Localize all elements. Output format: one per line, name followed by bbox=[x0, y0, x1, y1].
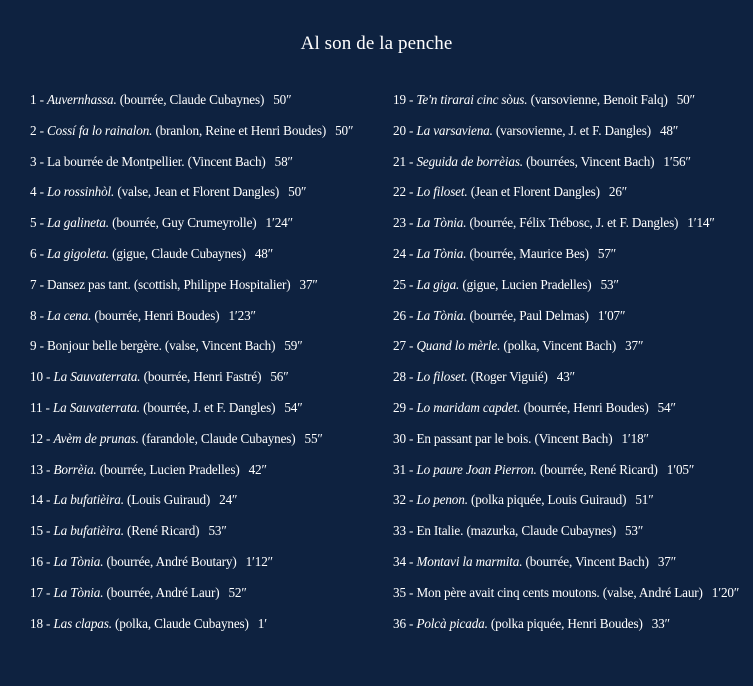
page-title: Al son de la penche bbox=[300, 33, 453, 54]
track-number: 27 bbox=[393, 338, 406, 354]
track-row: 14 - La bufatièira. (Louis Guiraud) 24″ bbox=[30, 492, 238, 508]
track-info: (bourrées, Vincent Bach) bbox=[526, 153, 655, 169]
track-title: Mon père avait cinq cents moutons. bbox=[416, 584, 600, 600]
track-title: La Sauvaterrata. bbox=[53, 369, 141, 385]
track-duration: 53″ bbox=[208, 523, 227, 539]
track-title: Seguida de borrèias. bbox=[416, 153, 523, 169]
track-title: Polcà picada. bbox=[416, 615, 488, 631]
track-title: La Tònia. bbox=[416, 307, 467, 323]
track-duration: 55″ bbox=[304, 430, 323, 446]
track-number: 29 bbox=[393, 399, 406, 415]
track-info: (bourrée, Guy Crumeyrolle) bbox=[112, 215, 257, 231]
track-title: Lo rossinhòl. bbox=[47, 184, 115, 200]
track-duration: 50″ bbox=[676, 92, 695, 107]
track-row: 21 - Seguida de borrèias. (bourrées, Vincent Bach) 1′56″ bbox=[393, 153, 691, 169]
track-number: 26 bbox=[393, 307, 406, 323]
track-row: 23 - La Tònia. (bourrée, Félix Trébosc, J. et F. Dangles) 1′14″ bbox=[393, 215, 715, 231]
track-duration: 50″ bbox=[273, 92, 292, 107]
track-number: 23 bbox=[393, 215, 406, 231]
track-title: La galineta. bbox=[47, 215, 109, 231]
track-row: 1 - Auvernhassa. (bourrée, Claude Cubaynes) 50″ bbox=[30, 92, 292, 107]
track-number: 16 bbox=[30, 553, 43, 569]
track-info: (bourrée, Vincent Bach) bbox=[525, 553, 649, 569]
track-info: (René Ricard) bbox=[127, 523, 200, 539]
track-row: 9 - Bonjour belle bergère. (valse, Vincent Bach) 59″ bbox=[30, 338, 303, 354]
track-title: Lo penon. bbox=[416, 492, 468, 508]
track-number: 19 bbox=[393, 92, 406, 107]
track-number: 10 bbox=[30, 369, 43, 385]
track-info: (farandole, Claude Cubaynes) bbox=[141, 430, 296, 446]
track-number: 22 bbox=[393, 184, 406, 200]
track-number: 24 bbox=[393, 245, 406, 261]
track-title: En passant par le bois. bbox=[416, 430, 532, 446]
track-number: 25 bbox=[393, 276, 406, 292]
track-number: 32 bbox=[393, 492, 406, 508]
track-number: 9 bbox=[30, 338, 37, 354]
track-duration: 43″ bbox=[556, 369, 576, 385]
track-info: (bourrée, Henri Fastré) bbox=[143, 369, 262, 385]
track-number: 17 bbox=[30, 584, 43, 600]
track-duration: 52″ bbox=[228, 584, 247, 600]
track-number: 6 bbox=[30, 245, 37, 261]
track-title: Montavi la marmita. bbox=[416, 553, 523, 569]
track-row: 36 - Polcà picada. (polka piquée, Henri Boudes) 33″ bbox=[393, 615, 670, 631]
track-duration: 1′ bbox=[257, 615, 267, 631]
track-row: 5 - La galineta. (bourrée, Guy Crumeyrolle) 1′24″ bbox=[30, 215, 293, 231]
track-row: 7 - Dansez pas tant. (scottish, Philippe Hospitalier) 37″ bbox=[30, 276, 318, 292]
track-title: Cossí fa lo rainalon. bbox=[47, 122, 153, 138]
track-title: Te'n tirarai cinc sòus. bbox=[416, 92, 528, 107]
track-info: (Vincent Bach) bbox=[187, 153, 266, 169]
track-duration: 33″ bbox=[651, 615, 670, 631]
track-row: 10 - La Sauvaterrata. (bourrée, Henri Fastré) 56″ bbox=[30, 369, 289, 385]
track-row: 27 - Quand lo mèrle. (polka, Vincent Bach) 37″ bbox=[393, 338, 644, 354]
track-row: 18 - Las clapas. (polka, Claude Cubaynes) 1′ bbox=[30, 615, 267, 631]
track-title: La giga. bbox=[416, 276, 460, 292]
track-number: 31 bbox=[393, 461, 406, 477]
track-number: 20 bbox=[393, 122, 406, 138]
track-duration: 53″ bbox=[624, 523, 644, 539]
track-title: Auvernhassa. bbox=[47, 92, 117, 107]
track-number: 2 bbox=[30, 122, 37, 138]
track-info: (valse, Jean et Florent Dangles) bbox=[117, 184, 280, 200]
track-number: 28 bbox=[393, 369, 406, 385]
track-row: 19 - Te'n tirarai cinc sòus. (varsovienne, Benoit Falq) 50″ bbox=[393, 92, 695, 107]
track-duration: 48″ bbox=[254, 245, 274, 261]
track-title: La gigoleta. bbox=[47, 245, 109, 261]
track-row: 34 - Montavi la marmita. (bourrée, Vincent Bach) 37″ bbox=[393, 553, 677, 569]
track-title: Lo maridam capdet. bbox=[416, 399, 521, 415]
track-info: (polka, Vincent Bach) bbox=[503, 338, 617, 354]
track-number: 15 bbox=[30, 523, 43, 539]
track-duration: 1′20″ bbox=[711, 584, 740, 600]
track-info: (gigue, Claude Cubaynes) bbox=[112, 245, 246, 261]
track-info: (branlon, Reine et Henri Boudes) bbox=[155, 122, 327, 138]
track-row: 32 - Lo penon. (polka piquée, Louis Guiraud) 51″ bbox=[393, 492, 654, 508]
track-duration: 26″ bbox=[608, 184, 628, 200]
track-number: 12 bbox=[30, 430, 43, 446]
track-duration: 50″ bbox=[335, 122, 354, 138]
track-title: Quand lo mèrle. bbox=[416, 338, 501, 354]
track-info: (bourrée, J. et F. Dangles) bbox=[143, 399, 276, 415]
track-row: 35 - Mon père avait cinq cents moutons. (valse, André Laur) 1′20″ bbox=[393, 584, 740, 600]
track-duration: 1′56″ bbox=[663, 153, 691, 169]
track-title: La bufatièira. bbox=[53, 523, 124, 539]
track-info: (polka piquée, Louis Guiraud) bbox=[471, 492, 627, 508]
track-title: La Sauvaterrata. bbox=[52, 399, 140, 415]
track-row: 3 - La bourrée de Montpellier. (Vincent Bach) 58″ bbox=[30, 153, 293, 169]
track-info: (gigue, Lucien Pradelles) bbox=[462, 276, 592, 292]
track-number: 3 bbox=[30, 153, 37, 169]
track-title: Bonjour belle bergère. bbox=[47, 338, 162, 354]
track-info: (bourrée, André Boutary) bbox=[106, 553, 237, 569]
track-info: (bourrée, René Ricard) bbox=[539, 461, 658, 477]
track-duration: 37″ bbox=[299, 276, 318, 292]
track-info: (polka piquée, Henri Boudes) bbox=[490, 615, 643, 631]
track-row: 29 - Lo maridam capdet. (bourrée, Henri Boudes) 54″ bbox=[393, 399, 676, 415]
track-number: 8 bbox=[30, 307, 37, 323]
track-title: La bourrée de Montpellier. bbox=[47, 153, 185, 169]
track-duration: 24″ bbox=[219, 492, 238, 508]
track-duration: 37″ bbox=[625, 338, 644, 354]
track-info: (bourrée, André Laur) bbox=[106, 584, 220, 600]
track-row: 12 - Avèm de prunas. (farandole, Claude Cubaynes) 55″ bbox=[30, 430, 323, 446]
track-row: 8 - La cena. (bourrée, Henri Boudes) 1′23″ bbox=[30, 307, 256, 323]
track-duration: 58″ bbox=[274, 153, 293, 169]
track-duration: 42″ bbox=[248, 461, 267, 477]
track-info: (bourrée, Paul Delmas) bbox=[469, 307, 589, 323]
track-title: Dansez pas tant. bbox=[47, 276, 131, 292]
track-row: 22 - Lo filoset. (Jean et Florent Dangles) 26″ bbox=[393, 184, 628, 200]
track-title: En Italie. bbox=[416, 523, 464, 539]
track-title: La cena. bbox=[47, 307, 92, 323]
track-title: La Tònia. bbox=[416, 245, 467, 261]
track-duration: 48″ bbox=[659, 122, 679, 138]
track-row: 33 - En Italie. (mazurka, Claude Cubaynes) 53″ bbox=[393, 523, 644, 539]
track-list-right bbox=[393, 88, 751, 642]
track-number: 18 bbox=[30, 615, 43, 631]
track-info: (Roger Viguié) bbox=[470, 369, 548, 385]
track-duration: 56″ bbox=[270, 369, 289, 385]
track-info: (valse, André Laur) bbox=[602, 584, 703, 600]
track-row: 6 - La gigoleta. (gigue, Claude Cubaynes) 48″ bbox=[30, 245, 274, 261]
track-row: 24 - La Tònia. (bourrée, Maurice Bes) 57″ bbox=[393, 245, 617, 261]
track-row: 26 - La Tònia. (bourrée, Paul Delmas) 1′07″ bbox=[393, 307, 626, 323]
track-info: (Vincent Bach) bbox=[534, 430, 613, 446]
track-row: 20 - La varsaviena. (varsovienne, J. et F. Dangles) 48″ bbox=[393, 122, 679, 138]
track-duration: 54″ bbox=[657, 399, 676, 415]
track-info: (varsovienne, Benoit Falq) bbox=[530, 92, 668, 107]
track-title: Borrèia. bbox=[53, 461, 97, 477]
track-duration: 1′07″ bbox=[597, 307, 626, 323]
track-title: La Tònia. bbox=[416, 215, 467, 231]
track-duration: 59″ bbox=[284, 338, 303, 354]
track-info: (Jean et Florent Dangles) bbox=[470, 184, 600, 200]
track-duration: 54″ bbox=[284, 399, 303, 415]
track-title: Lo filoset. bbox=[416, 184, 468, 200]
track-row: 31 - Lo paure Joan Pierron. (bourrée, René Ricard) 1′05″ bbox=[393, 461, 695, 477]
track-duration: 50″ bbox=[288, 184, 307, 200]
track-title: La varsaviena. bbox=[416, 122, 493, 138]
track-number: 13 bbox=[30, 461, 43, 477]
track-number: 7 bbox=[30, 276, 37, 292]
track-row: 11 - La Sauvaterrata. (bourrée, J. et F. Dangles) 54″ bbox=[30, 399, 303, 415]
track-duration: 37″ bbox=[657, 553, 677, 569]
track-info: (bourrée, Félix Trébosc, J. et F. Dangles) bbox=[469, 215, 679, 231]
track-title: La Tònia. bbox=[53, 584, 104, 600]
track-number: 36 bbox=[393, 615, 406, 631]
track-title: La bufatièira. bbox=[53, 492, 124, 508]
track-row: 13 - Borrèia. (bourrée, Lucien Pradelles) 42″ bbox=[30, 461, 267, 477]
track-title: Lo paure Joan Pierron. bbox=[416, 461, 537, 477]
track-number: 11 bbox=[30, 399, 43, 415]
track-info: (Louis Guiraud) bbox=[127, 492, 211, 508]
track-row: 4 - Lo rossinhòl. (valse, Jean et Florent Dangles) 50″ bbox=[30, 184, 307, 200]
track-info: (valse, Vincent Bach) bbox=[164, 338, 276, 354]
track-info: (bourrée, Claude Cubaynes) bbox=[119, 92, 265, 107]
track-title: Avèm de prunas. bbox=[53, 430, 139, 446]
track-row: 25 - La giga. (gigue, Lucien Pradelles) 53″ bbox=[393, 276, 619, 292]
track-info: (bourrée, Henri Boudes) bbox=[523, 399, 649, 415]
track-info: (mazurka, Claude Cubaynes) bbox=[466, 523, 616, 539]
track-info: (bourrée, Henri Boudes) bbox=[94, 307, 220, 323]
track-row: 2 - Cossí fa lo rainalon. (branlon, Reine et Henri Boudes) 50″ bbox=[30, 122, 354, 138]
track-number: 35 bbox=[393, 584, 406, 600]
track-info: (varsovienne, J. et F. Dangles) bbox=[495, 122, 651, 138]
track-number: 14 bbox=[30, 492, 43, 508]
track-title: La Tònia. bbox=[53, 553, 104, 569]
track-info: (bourrée, Lucien Pradelles) bbox=[99, 461, 240, 477]
track-duration: 57″ bbox=[597, 245, 617, 261]
track-row: 30 - En passant par le bois. (Vincent Bach) 1′18″ bbox=[393, 430, 649, 446]
track-duration: 1′12″ bbox=[245, 553, 274, 569]
track-title: Lo filoset. bbox=[416, 369, 468, 385]
track-info: (polka, Claude Cubaynes) bbox=[115, 615, 249, 631]
track-number: 21 bbox=[393, 153, 406, 169]
track-duration: 1′14″ bbox=[687, 215, 715, 231]
track-number: 30 bbox=[393, 430, 406, 446]
track-duration: 51″ bbox=[635, 492, 654, 508]
track-row: 16 - La Tònia. (bourrée, André Boutary) 1′12″ bbox=[30, 553, 274, 569]
track-info: (scottish, Philippe Hospitalier) bbox=[133, 276, 291, 292]
track-duration: 1′05″ bbox=[666, 461, 695, 477]
track-list-left bbox=[30, 88, 385, 642]
track-number: 33 bbox=[393, 523, 406, 539]
track-duration: 1′23″ bbox=[228, 307, 256, 323]
track-duration: 1′24″ bbox=[265, 215, 293, 231]
track-row: 17 - La Tònia. (bourrée, André Laur) 52″ bbox=[30, 584, 247, 600]
track-duration: 53″ bbox=[600, 276, 619, 292]
track-number: 34 bbox=[393, 553, 406, 569]
track-title: Las clapas. bbox=[53, 615, 112, 631]
track-duration: 1′18″ bbox=[621, 430, 649, 446]
track-number: 5 bbox=[30, 215, 37, 231]
track-row: 15 - La bufatièira. (René Ricard) 53″ bbox=[30, 523, 227, 539]
track-info: (bourrée, Maurice Bes) bbox=[469, 245, 589, 261]
track-number: 1 bbox=[30, 92, 37, 107]
track-number: 4 bbox=[30, 184, 37, 200]
track-row: 28 - Lo filoset. (Roger Viguié) 43″ bbox=[393, 369, 576, 385]
